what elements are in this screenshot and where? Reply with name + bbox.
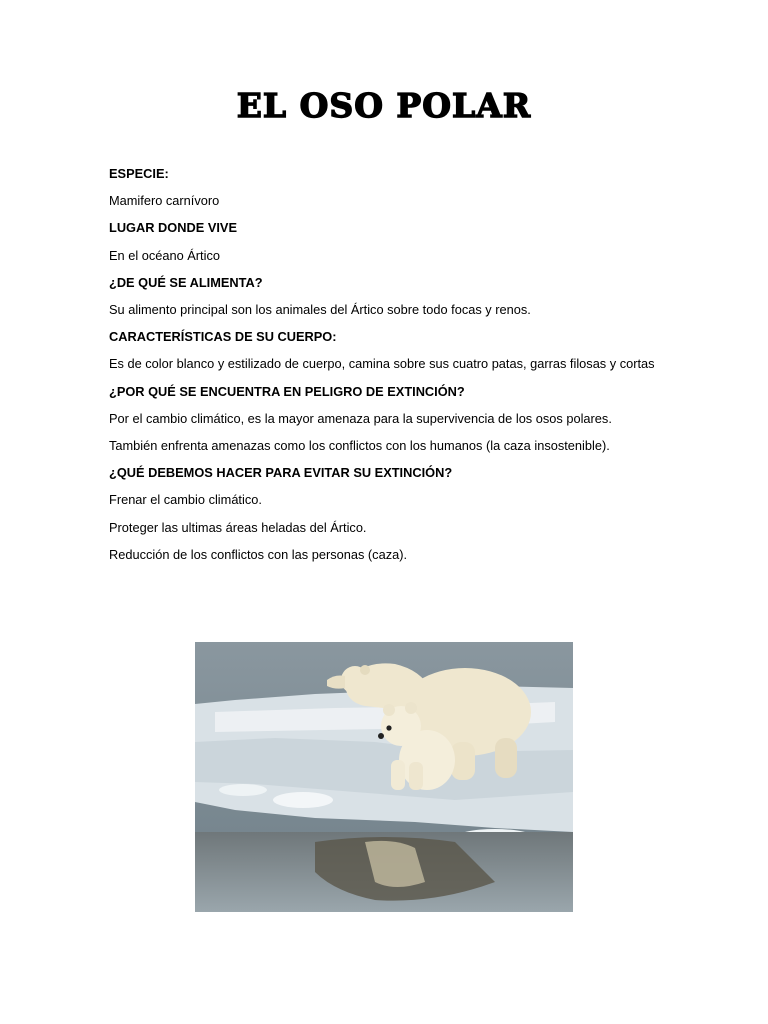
- body-line: Su alimento principal son los animales del Ártico sobre todo focas y renos.: [109, 302, 531, 318]
- body-line: Mamifero carnívoro: [109, 193, 220, 209]
- section-heading: ¿POR QUÉ SE ENCUENTRA EN PELIGRO DE EXTINCIÓN?: [109, 383, 465, 399]
- body-line: En el océano Ártico: [109, 247, 220, 263]
- section-heading: LUGAR DONDE VIVE: [109, 220, 237, 236]
- body-line: Proteger las ultimas áreas heladas del Ártico.: [109, 519, 367, 535]
- section-heading: CARACTERÍSTICAS DE SU CUERPO:: [109, 329, 337, 345]
- document-title: EL OSO POLAR: [236, 86, 532, 125]
- body-line: Reducción de los conflictos con las personas (caza).: [109, 546, 408, 562]
- polar-bear-photo: [195, 642, 573, 912]
- section-heading: ESPECIE:: [109, 166, 169, 181]
- document-body: [109, 160, 709, 568]
- body-line: Frenar el cambio climático.: [109, 492, 262, 508]
- section-heading: ¿DE QUÉ SE ALIMENTA?: [109, 274, 263, 290]
- ice-chunk: [273, 792, 333, 808]
- body-line: También enfrenta amenazas como los conflictos con los humanos (la caza insostenible).: [109, 438, 610, 454]
- ice-chunk: [219, 784, 267, 796]
- section-heading: ¿QUÉ DEBEMOS HACER PARA EVITAR SU EXTINCIÓN?: [109, 465, 453, 481]
- body-line: Por el cambio climático, es la mayor amenaza para la supervivencia de los osos polares.: [109, 410, 612, 426]
- body-line: Es de color blanco y estilizado de cuerpo, camina sobre sus cuatro patas, garras filosas y cortas: [109, 356, 655, 372]
